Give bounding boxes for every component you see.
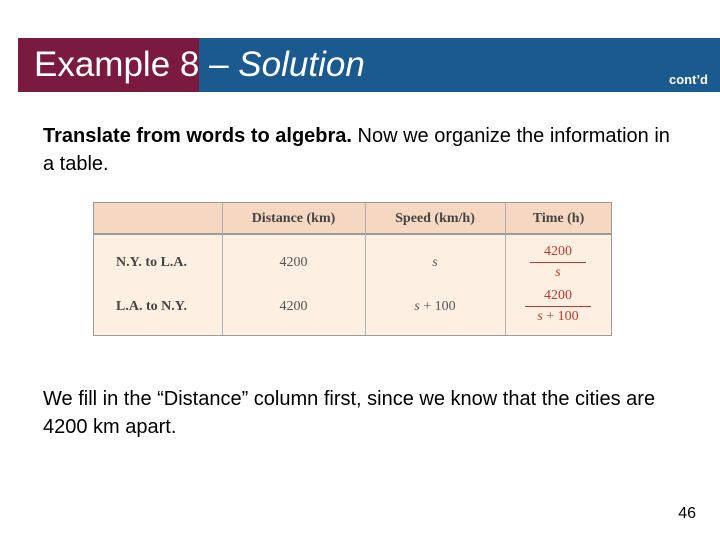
time-2-den-var: s [537, 309, 543, 324]
intro-rest: Now we organize the information in a table. [43, 125, 670, 175]
slide-title [34, 42, 365, 88]
speed-2-var: s [414, 299, 420, 314]
title-dash: – [199, 45, 239, 84]
cell-distance-2: 4200 [279, 299, 308, 314]
time-2-denominator [525, 308, 591, 326]
time-1-denominator: s [555, 265, 561, 280]
fraction-bar [525, 306, 591, 307]
note-paragraph: We fill in the “Distance” column first, since we know that the cities are 4200 km apart. [43, 388, 656, 438]
fraction-bar [530, 262, 586, 263]
header-distance: Distance (km) [251, 211, 336, 226]
page-number: 46 [678, 505, 696, 522]
continued-label: cont’d [669, 72, 708, 87]
title-italic: Solution [238, 45, 365, 84]
header-time: Time (h) [532, 211, 585, 226]
intro-bold: Translate from words to algebra. [43, 125, 352, 147]
intro-paragraph [43, 122, 683, 178]
cell-time-2 [525, 287, 591, 326]
title-main: Example 8 [34, 45, 200, 84]
speed-2-rest: + 100 [419, 299, 456, 314]
row-label-la-ny: L.A. to N.Y. [116, 299, 188, 314]
data-table [93, 202, 612, 336]
header-speed: Speed (km/h) [395, 211, 475, 226]
cell-time-1 [530, 243, 586, 282]
time-2-den-rest: + 100 [542, 309, 579, 324]
cell-distance-1: 4200 [279, 255, 308, 270]
time-2-numerator: 4200 [544, 288, 572, 303]
time-1-numerator: 4200 [544, 244, 572, 259]
cell-speed-1: s [432, 255, 438, 270]
row-label-ny-la: N.Y. to L.A. [116, 255, 188, 270]
cell-speed-2 [365, 299, 505, 315]
